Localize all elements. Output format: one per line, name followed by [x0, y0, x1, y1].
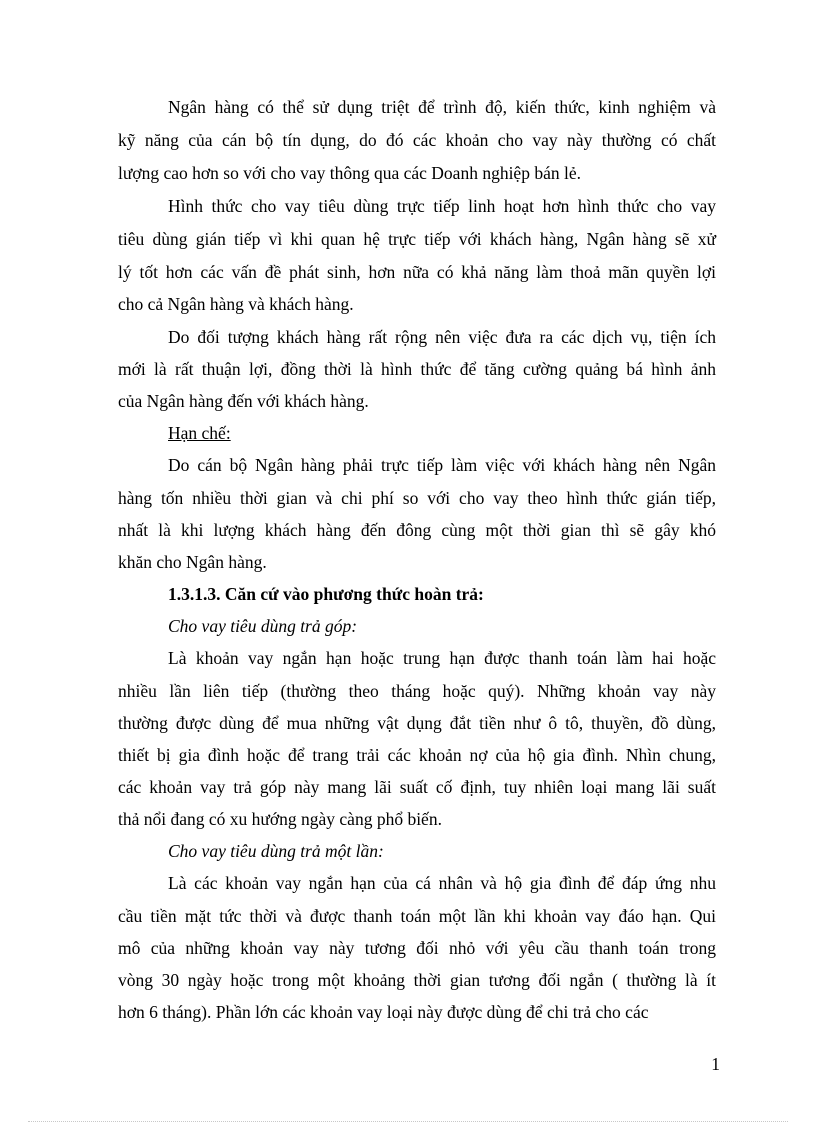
- paragraph-line: Do đối tượng khách hàng rất rộng nên việc đưa ra các dịch vụ, tiện ích: [168, 327, 716, 347]
- paragraph-line: các khoản vay trả góp này mang lãi suất cố định, tuy nhiên loại mang lãi suất: [118, 777, 716, 797]
- subheading-han-che: Hạn chế:: [168, 423, 231, 443]
- paragraph-line: mô của những khoản vay này tương đối nhỏ với yêu cầu thanh toán trong: [118, 938, 716, 958]
- paragraph-line: lượng cao hơn so với cho vay thông qua các Doanh nghiệp bán lẻ.: [118, 163, 581, 183]
- paragraph-line: vòng 30 ngày hoặc trong một khoảng thời gian tương đối ngắn ( thường là ít: [118, 970, 716, 990]
- page-number: 1: [711, 1054, 720, 1074]
- section-heading: 1.3.1.3. Căn cứ vào phương thức hoàn trả:: [168, 584, 484, 604]
- paragraph-line: mới là rất thuận lợi, đồng thời là hình thức để tăng cường quảng bá hình ảnh: [118, 359, 716, 379]
- paragraph-line: nhất là khi lượng khách hàng đến đông cùng một thời gian thì sẽ gây khó: [118, 520, 716, 540]
- subheading-tra-gop: Cho vay tiêu dùng trả góp:: [168, 616, 358, 636]
- paragraph-line: thường được dùng để mua những vật dụng đắt tiền như ô tô, thuyền, đồ dùng,: [118, 713, 716, 733]
- paragraph-line: của Ngân hàng đến với khách hàng.: [118, 391, 369, 411]
- paragraph-line: hơn 6 tháng). Phần lớn các khoản vay loại này được dùng để chi trả cho các: [118, 1002, 649, 1022]
- paragraph-line: thiết bị gia đình hoặc để trang trải các khoản nợ của hộ gia đình. Nhìn chung,: [118, 745, 716, 765]
- paragraph-line: khăn cho Ngân hàng.: [118, 552, 267, 572]
- page-bottom-rule: [28, 1121, 788, 1122]
- paragraph-line: nhiều lần liên tiếp (thường theo tháng hoặc quý). Những khoản vay này: [118, 681, 716, 701]
- subheading-tra-mot-lan: Cho vay tiêu dùng trả một lần:: [168, 841, 384, 861]
- paragraph-line: cho cả Ngân hàng và khách hàng.: [118, 294, 354, 314]
- paragraph-line: Hình thức cho vay tiêu dùng trực tiếp linh hoạt hơn hình thức cho vay: [168, 196, 716, 216]
- paragraph-line: lý tốt hơn các vấn đề phát sinh, hơn nữa có khả năng làm thoả mãn quyền lợi: [118, 262, 716, 282]
- paragraph-line: thả nổi đang có xu hướng ngày càng phổ biến.: [118, 809, 442, 829]
- paragraph-line: Là khoản vay ngắn hạn hoặc trung hạn được thanh toán làm hai hoặc: [168, 648, 716, 668]
- paragraph-line: Do cán bộ Ngân hàng phải trực tiếp làm việc với khách hàng nên Ngân: [168, 455, 716, 475]
- paragraph-line: Là các khoản vay ngắn hạn của cá nhân và hộ gia đình để đáp ứng nhu: [168, 873, 716, 893]
- paragraph-line: Ngân hàng có thể sử dụng triệt để trình độ, kiến thức, kinh nghiệm và: [168, 97, 716, 117]
- paragraph-line: cầu tiền mặt tức thời và được thanh toán một lần khi khoản vay đáo hạn. Qui: [118, 906, 716, 926]
- paragraph-line: hàng tốn nhiều thời gian và chi phí so với cho vay theo hình thức gián tiếp,: [118, 488, 716, 508]
- paragraph-line: kỹ năng của cán bộ tín dụng, do đó các khoản cho vay này thường có chất: [118, 130, 716, 150]
- paragraph-line: tiêu dùng gián tiếp vì khi quan hệ trực tiếp với khách hàng, Ngân hàng sẽ xử: [118, 229, 716, 249]
